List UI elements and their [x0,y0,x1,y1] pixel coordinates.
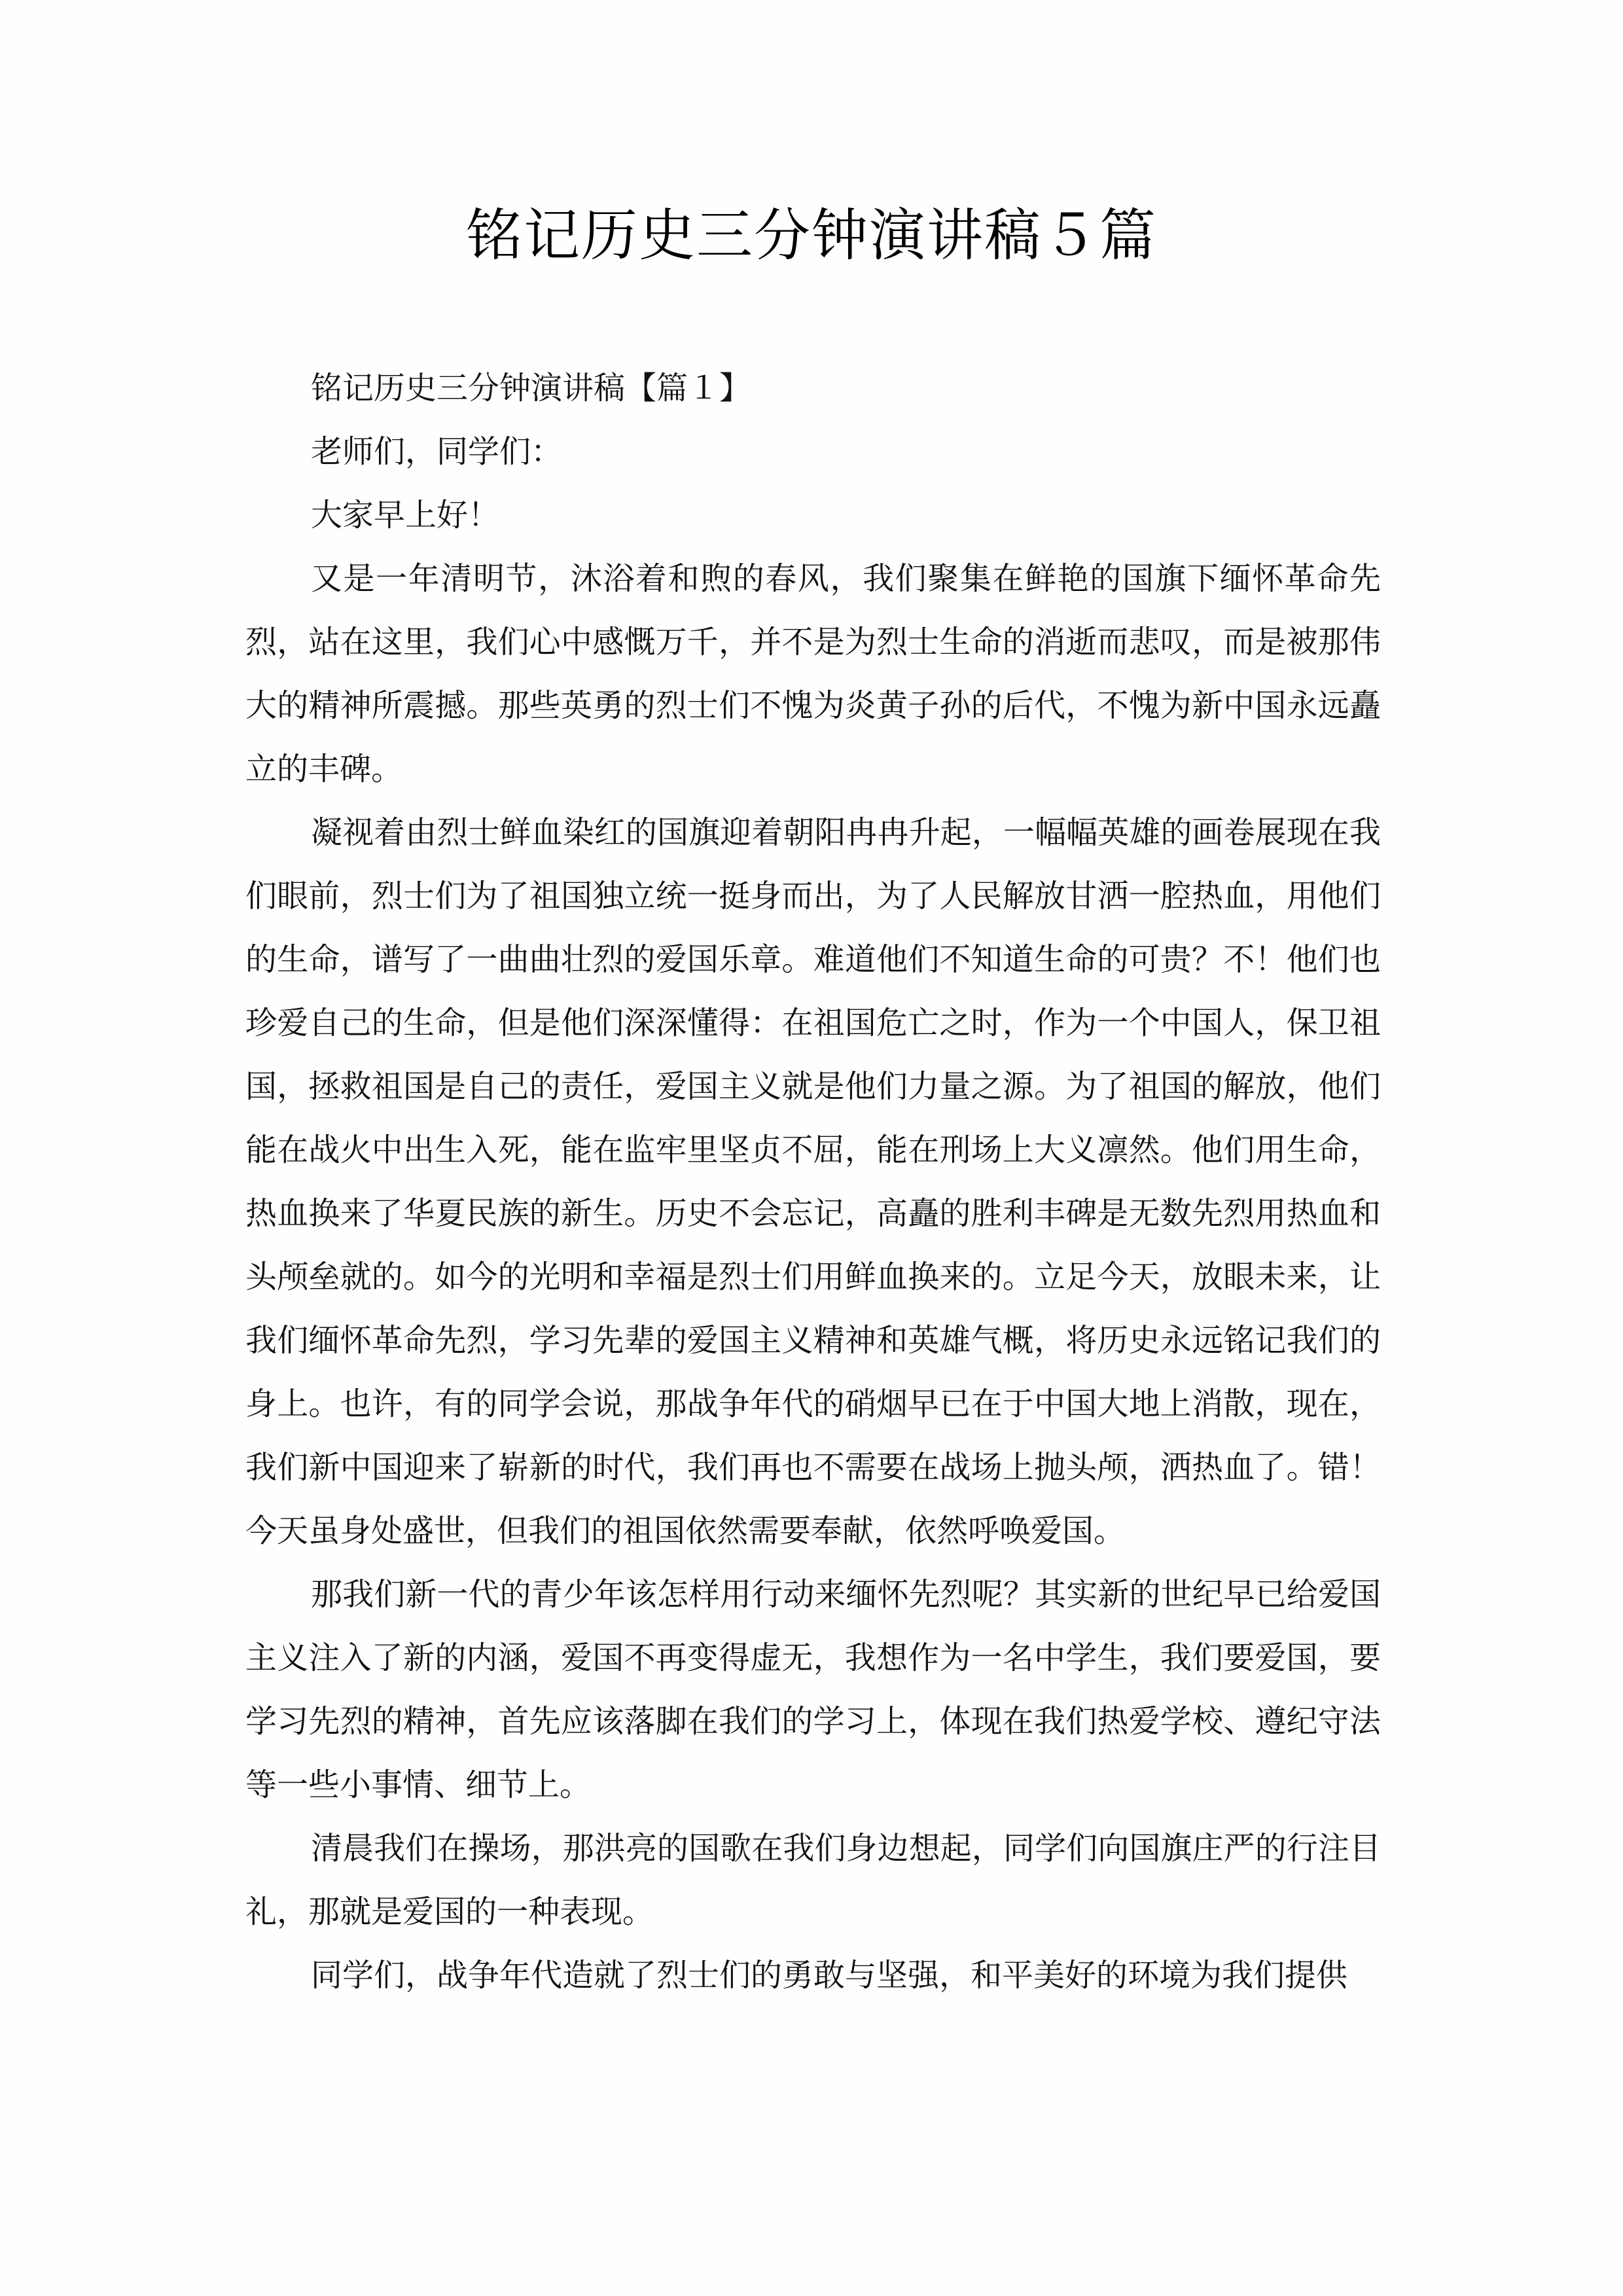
document-title: 铭记历史三分钟演讲稿５篇 [466,204,1157,267]
section-heading: 铭记历史三分钟演讲稿【篇１】 [311,370,751,406]
document-body [245,357,1381,2007]
body-paragraph: 那我们新一代的青少年该怎样用行动来缅怀先烈呢？其实新的世纪早已给爱国主义注入了新的内涵，爱国不再变得虚无，我想作为一名中学生，我们要爱国，要学习先烈的精神，首先应该落脚在我们的学习上，体现在我们热爱学校、遵纪守法等一些小事情、细节上。 [245,1576,1381,1803]
body-paragraph: 同学们，战争年代造就了烈士们的勇敢与坚强，和平美好的环境为我们提供 [311,1957,1348,1994]
body-paragraph: 凝视着由烈士鲜血染红的国旗迎着朝阳冉冉升起，一幅幅英雄的画卷展现在我们眼前，烈士们为了祖国独立统一挺身而出，为了人民解放甘洒一腔热血，用他们的生命，谱写了一曲曲壮烈的爱国乐章。难道他们不知道生命的可贵？不！他们也珍爱自己的生命，但是他们深深懂得：在祖国危亡之时，作为一个中国人，保卫祖国，拯救祖国是自己的责任，爱国主义就是他们力量之源。为了祖国的解放，他们能在战火中出生入死，能在监牢里坚贞不屈，能在刑场上大义凛然。他们用生命，热血换来了华夏民族的新生。历史不会忘记，高矗的胜利丰碑是无数先烈用热血和头颅垒就的。如今的光明和幸福是烈士们用鲜血换来的。立足今天，放眼未来，让我们缅怀革命先烈，学习先辈的爱国主义精神和英雄气概，将历史永远铭记我们的身上。也许，有的同学会说，那战争年代的硝烟早已在于中国大地上消散，现在，我们新中国迎来了崭新的时代，我们再也不需要在战场上抛头颅，洒热血了。错！今天虽身处盛世，但我们的祖国依然需要奉献，依然呼唤爱国。 [245,814,1381,1549]
body-paragraph: 又是一年清明节，沐浴着和煦的春风，我们聚集在鲜艳的国旗下缅怀革命先烈，站在这里，我们心中感慨万千，并不是为烈士生命的消逝而悲叹，而是被那伟大的精神所震撼。那些英勇的烈士们不愧为炎黄子孙的后代，不愧为新中国永远矗立的丰碑。 [245,560,1381,787]
salutation: 老师们，同学们： [311,433,563,470]
greeting: 大家早上好！ [311,497,500,533]
body-paragraph: 清晨我们在操场，那洪亮的国歌在我们身边想起，同学们向国旗庄严的行注目礼，那就是爱国的一种表现。 [245,1830,1381,1930]
